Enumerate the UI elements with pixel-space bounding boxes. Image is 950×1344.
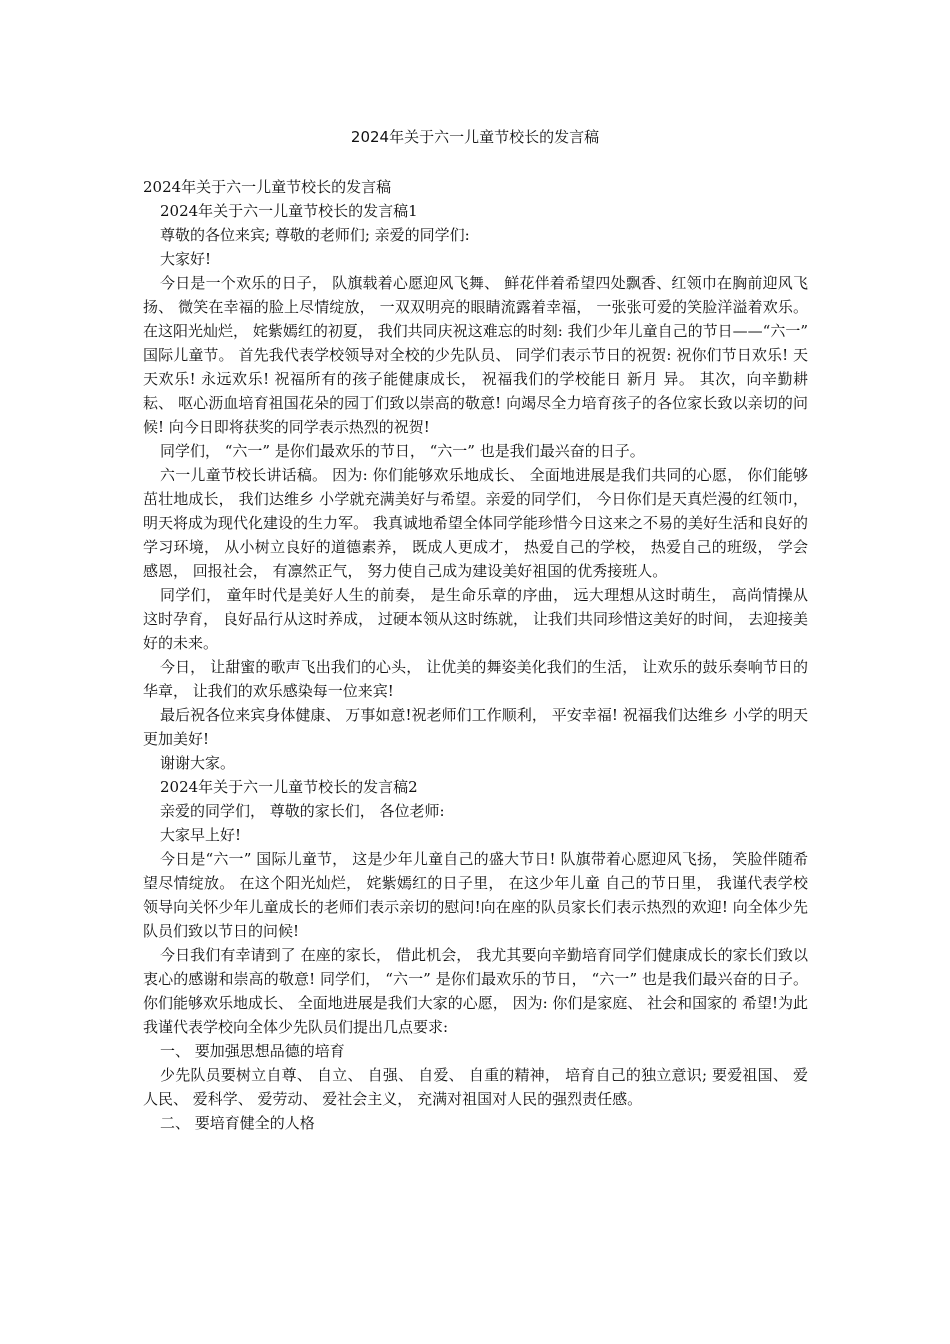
document-paragraph: 亲爱的同学们， 尊敬的家长们， 各位老师: bbox=[160, 802, 445, 820]
document-paragraph: 今日我们有幸请到了 在座的家长， 借此机会， 我尤其要向辛勤培育同学们健康成长的家长们致以衷心的感谢和崇高的敬意! 同学们， “六一” 是你们最欢乐的节日， “六一” 也是我们最兴奋的日子。 你们能够欢乐地成长、 全面地进展是我们大家的心愿， 因为: 你们是家庭、 社会和国家的 希望!为此我谨代表学校向全体少先队员们提出几点要求: bbox=[143, 946, 808, 1036]
document-paragraph: 今日是一个欢乐的日子， 队旗载着心愿迎风飞舞、 鲜花伴着希望四处飘香、红领巾在胸前迎风飞扬、 微笑在幸福的脸上尽情绽放， 一双双明亮的眼睛流露着幸福， 一张张可爱的笑脸洋溢着欢乐。 在这阳光灿烂， 姹紫嫣红的初夏， 我们共同庆祝这难忘的时刻: 我们少年儿童自己的节日——“六一” 国际儿童节。 首先我代表学校领导对全校的少先队员、 同学们表示节日的祝贺: 祝你们节日欢乐! 天天欢乐! 永远欢乐! 祝福所有的孩子能健康成长， 祝福我们的学校能日 新月 异。 其次，向辛勤耕耘、 呕心沥血培育祖国花朵的园丁们致以崇高的敬意! 向竭尽全力培育孩子的各位家长致以亲切的问候! 向今日即将获奖的同学表示热烈的祝贺! bbox=[143, 274, 808, 436]
document-paragraph: 大家好! bbox=[160, 250, 212, 268]
document-paragraph: 今日是“六一” 国际儿童节， 这是少年儿童自己的盛大节日! 队旗带着心愿迎风飞扬， 笑脸伴随希望尽情绽放。 在这个阳光灿烂， 姹紫嫣红的日子里， 在这少年儿童 自己的节日里， 我谨代表学校领导向关怀少年儿童成长的老师们表示亲切的慰问!向在座的队员家长们表示热烈的欢迎! 向全体少先队员们致以节日的问候! bbox=[143, 850, 808, 940]
document-paragraph: 同学们， 童年时代是美好人生的前奏， 是生命乐章的序曲， 远大理想从这时萌生， 高尚情操从这时孕育， 良好品行从这时养成， 过硬本领从这时练就， 让我们共同珍惜这美好的时间， 去迎接美好的未来。 bbox=[143, 586, 808, 652]
document-paragraph: 大家早上好! bbox=[160, 826, 242, 844]
document-paragraph: 谢谢大家。 bbox=[160, 754, 236, 772]
document-paragraph: 2024年关于六一儿童节校长的发言稿2 bbox=[160, 778, 418, 796]
document-paragraph: 最后祝各位来宾身体健康、 万事如意!祝老师们工作顺利， 平安幸福! 祝福我们达维乡 小学的明天更加美好! bbox=[143, 706, 808, 748]
document-paragraph: 二、 要培育健全的人格 bbox=[160, 1114, 315, 1132]
document-title: 2024年关于六一儿童节校长的发言稿 bbox=[350, 128, 600, 146]
document-paragraph: 尊敬的各位来宾; 尊敬的老师们; 亲爱的同学们: bbox=[160, 226, 470, 244]
document-paragraph: 今日， 让甜蜜的歌声飞出我们的心头， 让优美的舞姿美化我们的生活， 让欢乐的鼓乐奏响节日的华章， 让我们的欢乐感染每一位来宾! bbox=[143, 658, 808, 700]
document-paragraph: 一、 要加强思想品德的培育 bbox=[160, 1042, 345, 1060]
document-paragraph: 六一儿童节校长讲话稿。 因为: 你们能够欢乐地成长、 全面地进展是我们共同的心愿， 你们能够茁壮地成长， 我们达维乡 小学就充满美好与希望。亲爱的同学们， 今日你们是天真烂漫的红领巾， 明天将成为现代化建设的生力军。 我真诚地希望全体同学能珍惜今日这来之不易的美好生活和良好的学习环境， 从小树立良好的道德素养， 既成人更成才， 热爱自己的学校， 热爱自己的班级， 学会感恩， 回报社会， 有凛然正气， 努力使自己成为建设美好祖国的优秀接班人。 bbox=[143, 466, 808, 580]
document-paragraph: 同学们， “六一” 是你们最欢乐的节日， “六一” 也是我们最兴奋的日子。 bbox=[160, 442, 645, 460]
document-paragraph: 2024年关于六一儿童节校长的发言稿1 bbox=[160, 202, 418, 220]
document-body bbox=[143, 175, 808, 1135]
document-paragraph: 2024年关于六一儿童节校长的发言稿 bbox=[143, 178, 392, 196]
document-paragraph: 少先队员要树立自尊、 自立、 自强、 自爱、 自重的精神， 培育自己的独立意识; 要爱祖国、 爱人民、 爱科学、 爱劳动、 爱社会主义， 充满对祖国对人民的强烈责任感。 bbox=[143, 1066, 808, 1108]
